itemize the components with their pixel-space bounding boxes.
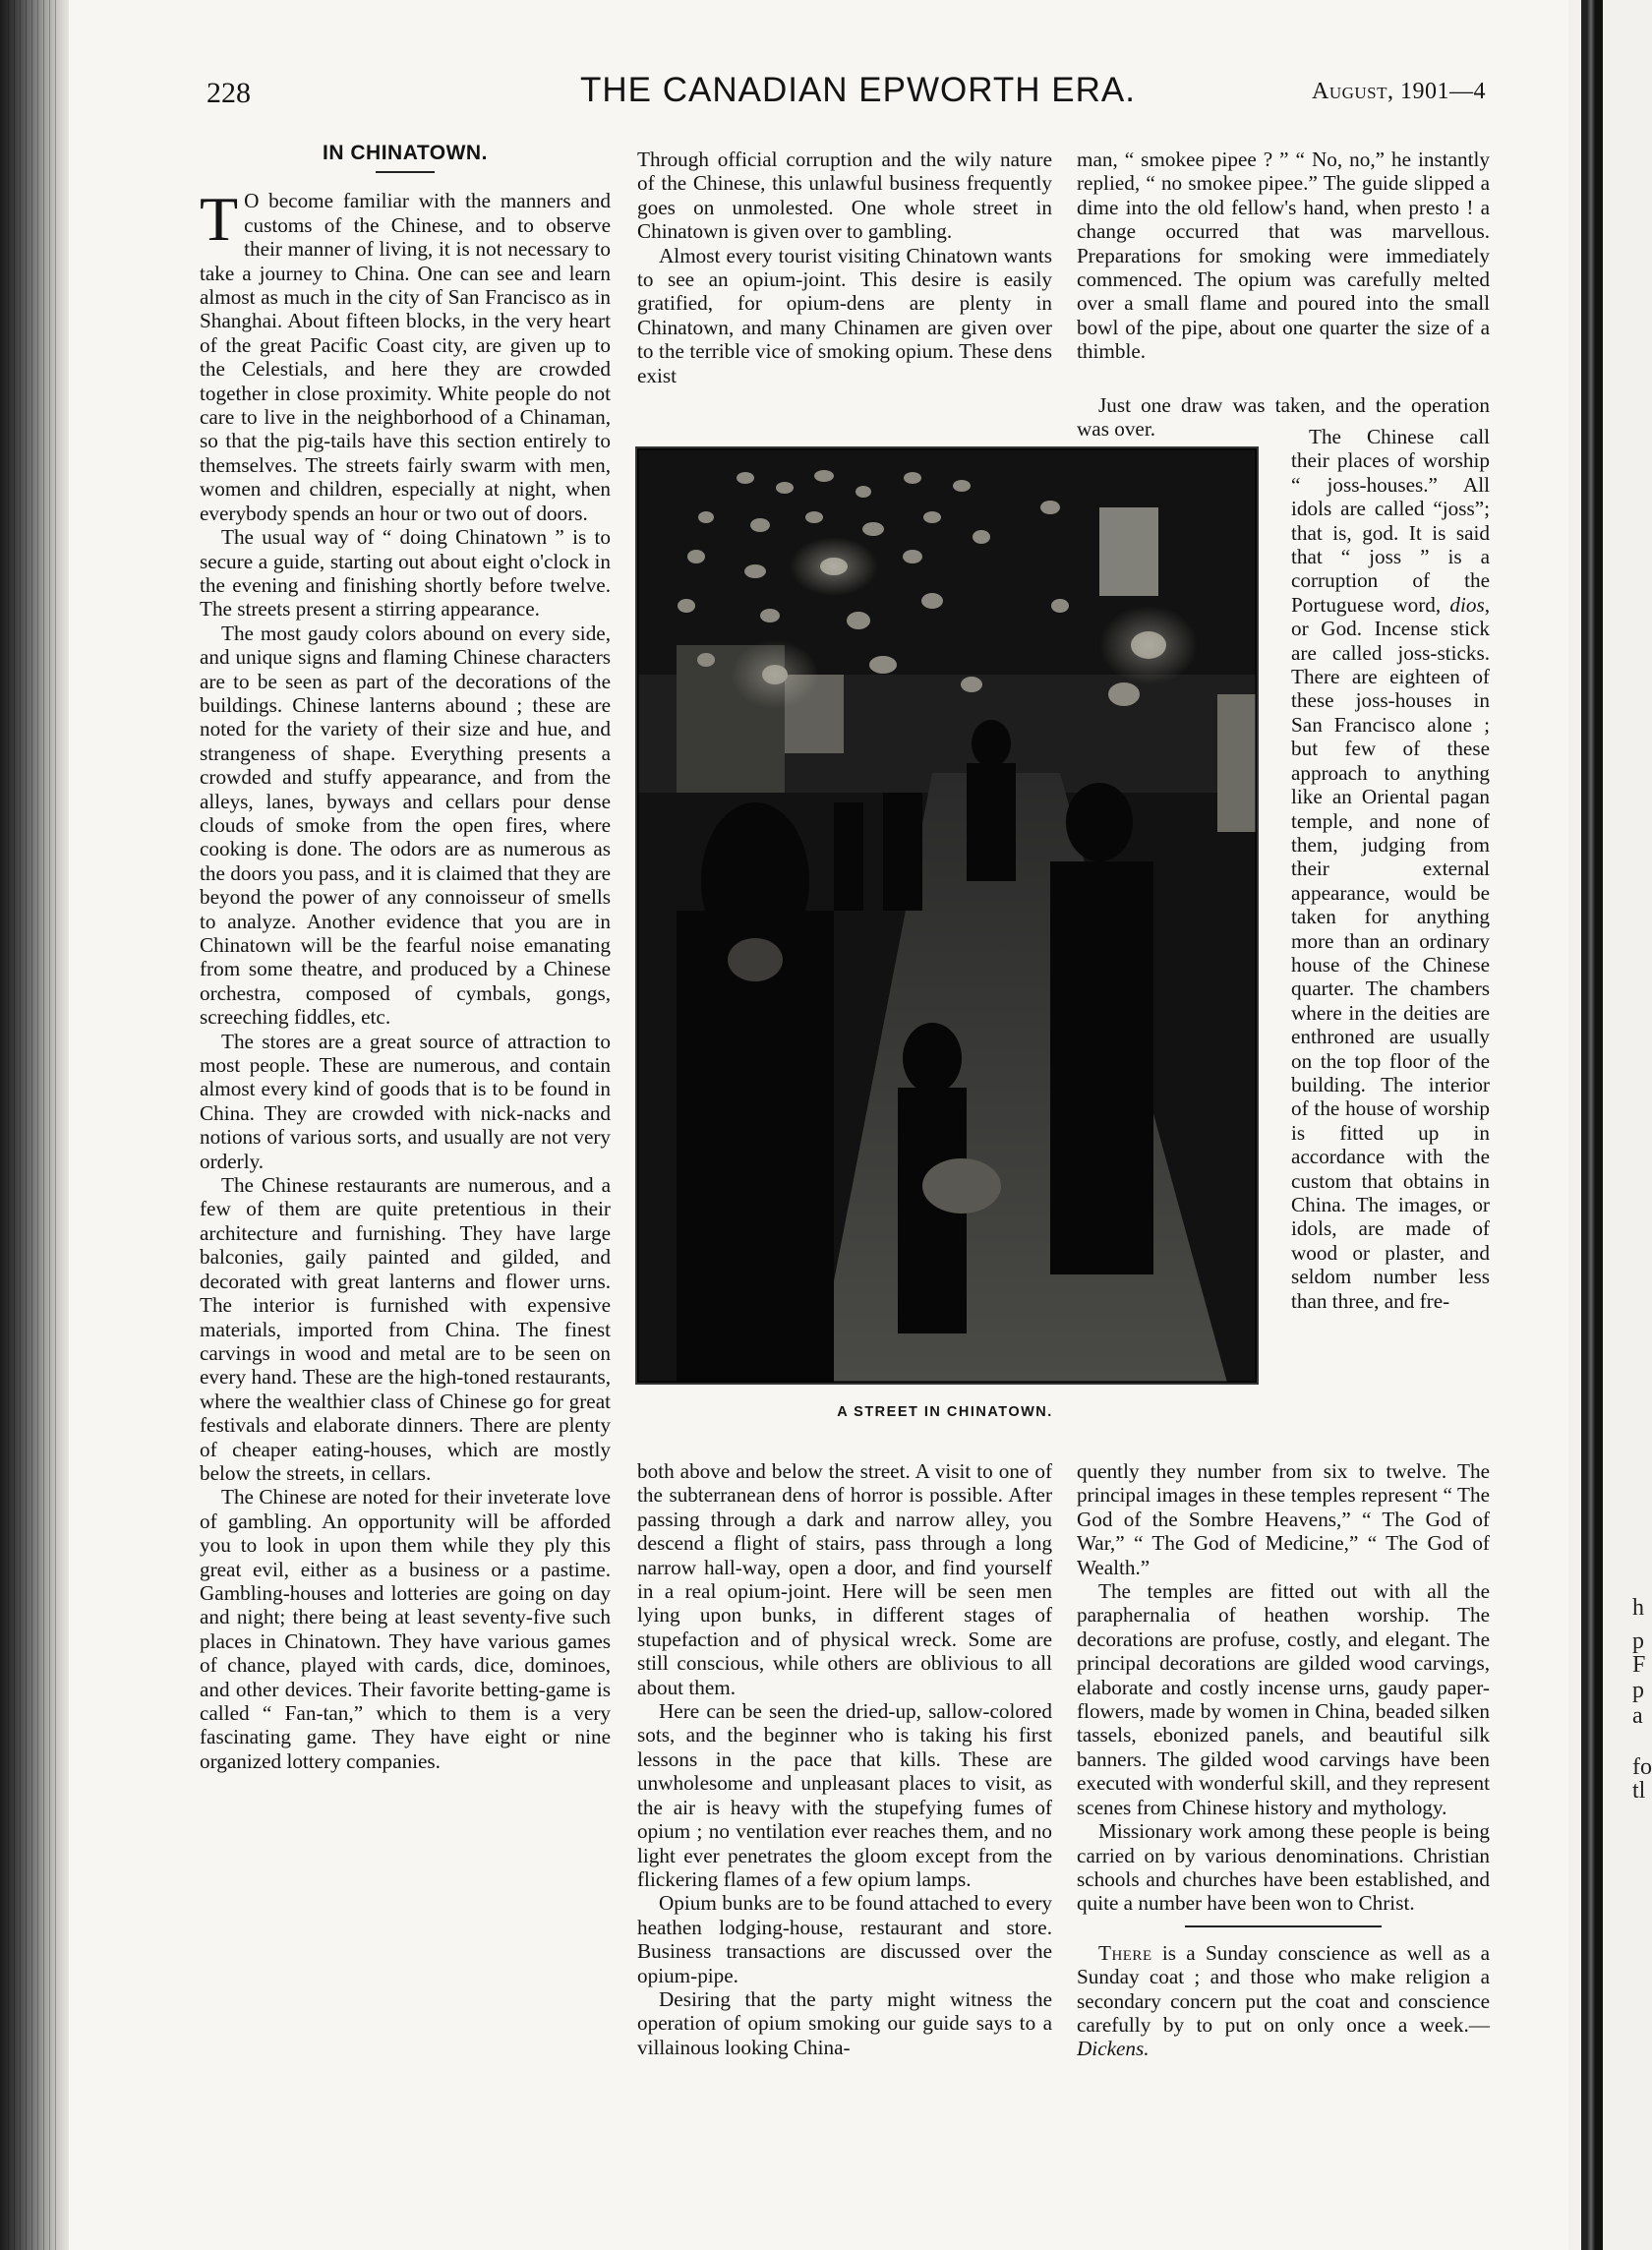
article-title: IN CHINATOWN. [323, 142, 488, 164]
article-column-2-bottom [637, 1459, 1052, 2059]
paragraph: The Chinese call their places of worship “ joss-houses.” All idols are called “joss”; that is, god. It is said that “ joss ” is a corruption of the Portuguese word, dios, or God. Incense stick are called joss-sticks. There are eighteen of these joss-houses in San Francisco alone ; but few of these approach to anything like an Oriental pagan temple, and none of them, judging from their external appearance, would be taken for anything more than an ordinary house of the Chinese quarter. The chambers where in the deities are enthroned are usually on the top floor of the building. The interior of the house of worship is fitted up in accordance with the custom that obtains in China. The images, or idols, are made of wood or plaster, and seldom number less than three, and fre- [1291, 425, 1490, 1313]
drop-cap: T [200, 184, 239, 255]
paragraph: The usual way of “ doing Chinatown ” is to secure a guide, starting out about eight o'clock in the evening and finishing shortly before twelve. The streets present a stirring appearance. [200, 525, 611, 622]
adjacent-page-fragment: a [1632, 1703, 1643, 1729]
paragraph: man, “ smokee pipee ? ” “ No, no,” he instantly replied, “ no smokee pipee.” The guide slipped a dime into the old fellow's hand, when presto ! a change occurred that was marvellous. Preparations for smoking were immediately commenced. The opium was carefully melted over a small flame and poured into the small bowl of the pipe, about one quarter the size of a thimble. [1077, 148, 1490, 364]
adjacent-page-fragment: F [1632, 1652, 1646, 1678]
adjacent-page-fragment: p [1632, 1628, 1644, 1654]
figure-caption: A STREET IN CHINATOWN. [837, 1404, 1053, 1420]
paragraph: The Chinese are noted for their inveterate love of gambling. An opportunity will be afforded you to look in upon them while they ply this great evil, either as a business or a pastime. Gambling-houses and lotteries are going on day and night; there being at least seventy-five such places in Chinatown. They have various games of chance, played with cards, dice, dominoes, and other devices. Their favorite betting-game is called “ Fan-tan,” which to them is a very fascinating game. They have eight or nine organized lottery companies. [200, 1485, 611, 1773]
paragraph: Missionary work among these people is being carried on by various denominations. Christian schools and churches have been established, and quite a number have been won to Christ. [1077, 1819, 1490, 1916]
page-header [0, 71, 1652, 126]
quote-lead: There [1098, 1940, 1152, 1965]
paragraph: Just one draw was taken, and the operation was over. [1077, 393, 1490, 442]
paragraph: Here can be seen the dried-up, sallow-colored sots, and the beginner who is taking his first lessons in the pace that kills. These are unwholesome and unpleasant places to visit, as the air is heavy with the stupefying fumes of opium ; no ventilation ever reaches them, and no light ever penetrates the gloom except from the flickering flames of a few opium lamps. [637, 1699, 1052, 1891]
chinatown-street-illustration [635, 446, 1259, 1385]
article-column-2-top [637, 148, 1052, 387]
paragraph: both above and below the street. A visit to one of the subterranean dens of horror is possible. After passing through a dark and narrow alley, you descend a flight of stairs, pass through a long narrow hall-way, open a door, and find yourself in a real opium-joint. Here will be seen men lying upon bunks, in different stages of stupefaction and of physical wreck. Some are still conscious, while others are oblivious to all about them. [637, 1459, 1052, 1699]
paragraph: T O become familiar with the manners and customs of the Chinese, and to observe their manner of living, it is not necessary to take a journey to China. One can see and learn almost as much in the city of San Francisco as in Shanghai. About fifteen blocks, in the very heart of the great Pacific Coast city, are given up to the Celestials, and here they are crowded together in close proximity. White people do not care to live in the neighborhood of a Chinaman, so that the pig-tails have this section entirely to themselves. The streets fairly swarm with men, women and children, especially at night, when everybody spends an hour or two out of doors. [200, 184, 611, 525]
adjacent-page-rule [1581, 0, 1603, 2250]
article-column-3-top [1077, 148, 1490, 364]
paragraph: The stores are a great source of attraction to most people. These are numerous, and contain almost every kind of goods that is to be found in China. They are crowded with nick-nacks and notions of various sorts, and usually are not very orderly. [200, 1029, 611, 1173]
article-column-1 [200, 134, 611, 1773]
adjacent-page-fragment: fo [1632, 1754, 1652, 1780]
quote-author: Dickens. [1077, 2037, 1150, 2061]
title-rule [376, 171, 435, 173]
paragraph: The temples are fitted out with all the paraphernalia of heathen worship. The decorations are profuse, costly, and elegant. The principal decorations are gilded wood carvings, elaborate and costly incense urns, gaudy paper-flowers, made by women in China, beaded silken tassels, ebonized panels, and beautiful silk banners. The gilded wood carvings have been executed with wonderful skill, and they represent scenes from Chinese history and mythology. [1077, 1579, 1490, 1819]
issue-dateline: August, 1901—4 [1312, 79, 1487, 104]
page-number: 228 [206, 77, 251, 109]
night-street-engraving [637, 448, 1257, 1383]
paragraph: The most gaudy colors abound on every side, and unique signs and flaming Chinese characters are to be seen as part of the decorations of the buildings. Chinese lanterns abound ; these are noted for the variety of their size and hue, and strangeness of shape. Everything presents a crowded and stuffy appearance, and from the alleys, lanes, byways and cellars pour dense clouds of smoke from the open fires, where cooking is done. The odors are as numerous as the doors you pass, and it is claimed that they are beyond the power of any connoisseur of smells to analyze. Another evidence that you are in Chinatown will be the fearful noise emanating from some theatre, and produced by a Chinese orchestra, composed of cymbals, gongs, screeching fiddles, etc. [200, 621, 611, 1030]
paragraph: Almost every tourist visiting Chinatown wants to see an opium-joint. This desire is easily gratified, for opium-dens are plenty in Chinatown, and many Chinamen are given over to the terrible vice of smoking opium. These dens exist [637, 243, 1052, 387]
adjacent-page-fragment: h [1632, 1595, 1644, 1621]
paragraph: Through official corruption and the wily nature of the Chinese, this unlawful business frequently goes on unmolested. One whole street in Chinatown is given over to gambling. [637, 148, 1052, 244]
adjacent-page-fragment: p [1632, 1678, 1644, 1703]
section-rule [1185, 1925, 1382, 1927]
article-column-3-narrow [1291, 425, 1490, 1313]
paragraph: Opium bunks are to be found attached to every heathen lodging-house, restaurant and store. Business transactions are discussed over the opium-pipe. [637, 1891, 1052, 1987]
dickens-quote: There is a Sunday conscience as well as a Sunday coat ; and those who make religion a secondary concern put the coat and conscience carefully by to put on only once a week.—Dickens. [1077, 1940, 1490, 2061]
adjacent-page-fragment: tl [1632, 1778, 1646, 1804]
paragraph: Desiring that the party might witness the operation of opium smoking our guide says to a villainous looking China- [637, 1986, 1052, 2059]
article-column-3-bottom [1077, 1459, 1490, 2061]
paragraph: The Chinese restaurants are numerous, and a few of them are quite pretentious in their architecture and furnishing. They have large balconies, gaily painted and gilded, and decorated with great lanterns and flower urns. The interior is furnished with expensive materials, imported from China. The finest carvings in wood and metal are to be seen on every hand. These are the high-toned restaurants, where the wealthier class of Chinese go for great festivals and elaborate dinners. There are plenty of cheaper eating-houses, which are mostly below the streets, in cellars. [200, 1173, 611, 1485]
masthead: THE CANADIAN EPWORTH ERA. [580, 71, 1136, 109]
book-spine [0, 0, 69, 2250]
paragraph: quently they number from six to twelve. The principal images in these temples represent “ The God of the Sombre Heavens,” “ The God of War,” “ The God of Medicine,” “ The God of Wealth.” [1077, 1459, 1490, 1579]
